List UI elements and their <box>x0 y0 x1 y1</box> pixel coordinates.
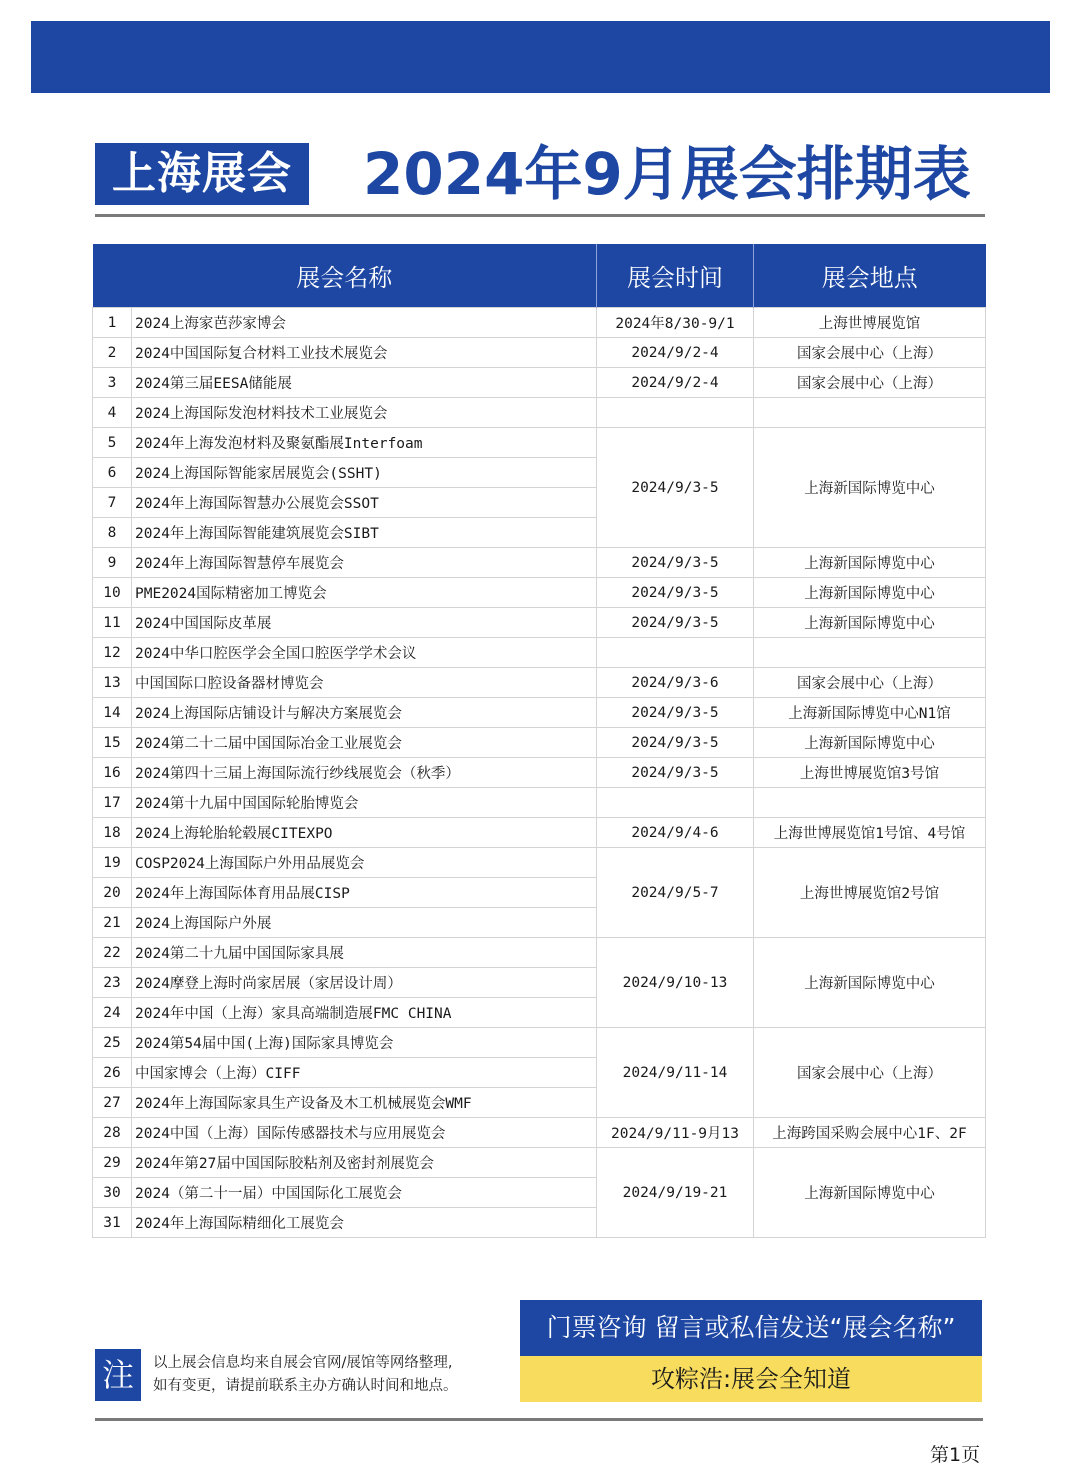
exhibition-date: 2024/9/10-13 <box>597 938 754 1028</box>
exhibition-date: 2024/9/3-5 <box>597 428 754 548</box>
row-index: 9 <box>93 548 132 578</box>
table-row <box>93 428 986 458</box>
exhibition-name: 2024年上海国际精细化工展览会 <box>132 1208 597 1238</box>
row-index: 4 <box>93 398 132 428</box>
exhibition-venue: 国家会展中心（上海） <box>754 1028 986 1118</box>
exhibition-date: 2024/9/11-9月13 <box>597 1118 754 1148</box>
row-index: 29 <box>93 1148 132 1178</box>
table-row <box>93 758 986 788</box>
page-title: 2024年9月展会排期表 <box>363 140 971 208</box>
disclaimer-note <box>95 1349 505 1401</box>
row-index: 14 <box>93 698 132 728</box>
column-header-venue: 展会地点 <box>754 244 986 308</box>
exhibition-date: 2024/9/3-5 <box>597 728 754 758</box>
row-index: 30 <box>93 1178 132 1208</box>
table-row <box>93 578 986 608</box>
exhibition-name: 2024（第二十一届）中国国际化工展览会 <box>132 1178 597 1208</box>
ticket-source-text: 攻粽浩:展会全知道 <box>520 1356 982 1402</box>
exhibition-date: 2024/9/3-5 <box>597 608 754 638</box>
table-row <box>93 668 986 698</box>
footer-divider <box>95 1418 983 1421</box>
exhibition-date: 2024/9/2-4 <box>597 368 754 398</box>
exhibition-date: 2024/9/19-21 <box>597 1148 754 1238</box>
exhibition-venue: 上海新国际博览中心 <box>754 428 986 548</box>
table-row <box>93 1028 986 1058</box>
exhibition-date: 2024/9/3-5 <box>597 578 754 608</box>
title-divider <box>95 214 985 217</box>
column-header-date: 展会时间 <box>597 244 754 308</box>
row-index: 5 <box>93 428 132 458</box>
table-row <box>93 308 986 338</box>
exhibition-date <box>597 788 754 818</box>
page-number: 第1页 <box>930 1444 981 1466</box>
note-text <box>153 1352 458 1398</box>
exhibition-name: 2024上海国际发泡材料技术工业展览会 <box>132 398 597 428</box>
row-index: 3 <box>93 368 132 398</box>
row-index: 13 <box>93 668 132 698</box>
table-row <box>93 608 986 638</box>
exhibition-name: 2024上海国际店铺设计与解决方案展览会 <box>132 698 597 728</box>
table-row <box>93 548 986 578</box>
exhibition-name: 2024年第27届中国国际胶粘剂及密封剂展览会 <box>132 1148 597 1178</box>
exhibition-date: 2024/9/2-4 <box>597 338 754 368</box>
exhibition-name: 2024年上海国际智慧办公展览会SSOT <box>132 488 597 518</box>
row-index: 8 <box>93 518 132 548</box>
row-index: 23 <box>93 968 132 998</box>
exhibition-venue: 国家会展中心（上海） <box>754 338 986 368</box>
exhibition-venue: 国家会展中心（上海） <box>754 668 986 698</box>
row-index: 22 <box>93 938 132 968</box>
exhibition-venue: 上海世博展览馆1号馆、4号馆 <box>754 818 986 848</box>
row-index: 2 <box>93 338 132 368</box>
exhibition-name: 2024年上海国际家具生产设备及木工机械展览会WMF <box>132 1088 597 1118</box>
exhibition-name: 中国家博会（上海）CIFF <box>132 1058 597 1088</box>
exhibition-date: 2024/9/3-5 <box>597 698 754 728</box>
ticket-inquiry-box <box>520 1300 982 1402</box>
row-index: 24 <box>93 998 132 1028</box>
exhibition-venue: 上海世博展览馆3号馆 <box>754 758 986 788</box>
exhibition-name: 2024年上海国际智慧停车展览会 <box>132 548 597 578</box>
exhibition-name: 2024中国（上海）国际传感器技术与应用展览会 <box>132 1118 597 1148</box>
note-line-2: 如有变更，请提前联系主办方确认时间和地点。 <box>153 1378 458 1394</box>
row-index: 16 <box>93 758 132 788</box>
table-row <box>93 338 986 368</box>
exhibition-venue: 上海新国际博览中心 <box>754 1148 986 1238</box>
exhibition-venue: 上海新国际博览中心 <box>754 608 986 638</box>
row-index: 10 <box>93 578 132 608</box>
exhibition-name: 2024上海国际智能家居展览会(SSHT) <box>132 458 597 488</box>
column-header-name: 展会名称 <box>93 244 597 308</box>
row-index: 6 <box>93 458 132 488</box>
row-index: 27 <box>93 1088 132 1118</box>
exhibition-venue: 上海新国际博览中心N1馆 <box>754 698 986 728</box>
ticket-inquiry-text: 门票咨询 留言或私信发送“展会名称” <box>520 1300 982 1356</box>
exhibition-date <box>597 398 754 428</box>
row-index: 18 <box>93 818 132 848</box>
exhibition-name: 2024第54届中国(上海)国际家具博览会 <box>132 1028 597 1058</box>
exhibition-venue <box>754 398 986 428</box>
exhibition-name: 2024上海国际户外展 <box>132 908 597 938</box>
exhibition-date: 2024年8/30-9/1 <box>597 308 754 338</box>
row-index: 21 <box>93 908 132 938</box>
exhibition-name: 2024上海轮胎轮毂展CITEXPO <box>132 818 597 848</box>
top-banner <box>31 21 1050 93</box>
exhibition-venue: 上海新国际博览中心 <box>754 548 986 578</box>
table-row <box>93 638 986 668</box>
exhibition-name: COSP2024上海国际户外用品展览会 <box>132 848 597 878</box>
schedule-table <box>92 244 986 1238</box>
table-row <box>93 938 986 968</box>
exhibition-venue: 上海新国际博览中心 <box>754 578 986 608</box>
exhibition-venue: 上海跨国采购会展中心1F、2F <box>754 1118 986 1148</box>
row-index: 17 <box>93 788 132 818</box>
exhibition-date: 2024/9/3-5 <box>597 548 754 578</box>
exhibition-venue <box>754 788 986 818</box>
row-index: 7 <box>93 488 132 518</box>
exhibition-name: 中国国际口腔设备器材博览会 <box>132 668 597 698</box>
table-header-row <box>93 244 986 308</box>
row-index: 20 <box>93 878 132 908</box>
row-index: 12 <box>93 638 132 668</box>
table-row <box>93 818 986 848</box>
row-index: 26 <box>93 1058 132 1088</box>
table-row <box>93 398 986 428</box>
exhibition-name: 2024年中国（上海）家具高端制造展FMC CHINA <box>132 998 597 1028</box>
exhibition-date: 2024/9/3-6 <box>597 668 754 698</box>
city-badge: 上海展会 <box>95 143 309 205</box>
exhibition-name: 2024年上海国际智能建筑展览会SIBT <box>132 518 597 548</box>
exhibition-date <box>597 638 754 668</box>
exhibition-venue: 国家会展中心（上海） <box>754 368 986 398</box>
exhibition-date: 2024/9/11-14 <box>597 1028 754 1118</box>
table-row <box>93 1148 986 1178</box>
row-index: 19 <box>93 848 132 878</box>
table-row <box>93 368 986 398</box>
exhibition-name: 2024第十九届中国国际轮胎博览会 <box>132 788 597 818</box>
title-row <box>95 140 985 208</box>
table-row <box>93 788 986 818</box>
table-row <box>93 698 986 728</box>
exhibition-venue: 上海世博展览馆 <box>754 308 986 338</box>
exhibition-name: 2024年上海国际体育用品展CISP <box>132 878 597 908</box>
exhibition-name: 2024第二十九届中国国际家具展 <box>132 938 597 968</box>
exhibition-name: 2024中国国际皮革展 <box>132 608 597 638</box>
exhibition-name: 2024第四十三届上海国际流行纱线展览会（秋季） <box>132 758 597 788</box>
note-line-1: 以上展会信息均来自展会官网/展馆等网络整理, <box>153 1355 453 1371</box>
row-index: 25 <box>93 1028 132 1058</box>
table-row <box>93 728 986 758</box>
table-row <box>93 848 986 878</box>
exhibition-venue: 上海世博展览馆2号馆 <box>754 848 986 938</box>
row-index: 28 <box>93 1118 132 1148</box>
exhibition-date: 2024/9/5-7 <box>597 848 754 938</box>
exhibition-name: 2024上海家芭莎家博会 <box>132 308 597 338</box>
exhibition-name: 2024年上海发泡材料及聚氨酯展Interfoam <box>132 428 597 458</box>
exhibition-name: 2024中华口腔医学会全国口腔医学学术会议 <box>132 638 597 668</box>
row-index: 31 <box>93 1208 132 1238</box>
exhibition-name: PME2024国际精密加工博览会 <box>132 578 597 608</box>
exhibition-venue <box>754 638 986 668</box>
row-index: 11 <box>93 608 132 638</box>
row-index: 1 <box>93 308 132 338</box>
note-badge: 注 <box>95 1349 141 1401</box>
exhibition-name: 2024中国国际复合材料工业技术展览会 <box>132 338 597 368</box>
exhibition-name: 2024摩登上海时尚家居展（家居设计周） <box>132 968 597 998</box>
exhibition-date: 2024/9/4-6 <box>597 818 754 848</box>
exhibition-venue: 上海新国际博览中心 <box>754 728 986 758</box>
exhibition-date: 2024/9/3-5 <box>597 758 754 788</box>
row-index: 15 <box>93 728 132 758</box>
table-row <box>93 1118 986 1148</box>
exhibition-venue: 上海新国际博览中心 <box>754 938 986 1028</box>
table-body <box>93 308 986 1238</box>
exhibition-name: 2024第二十二届中国国际冶金工业展览会 <box>132 728 597 758</box>
exhibition-name: 2024第三届EESA储能展 <box>132 368 597 398</box>
